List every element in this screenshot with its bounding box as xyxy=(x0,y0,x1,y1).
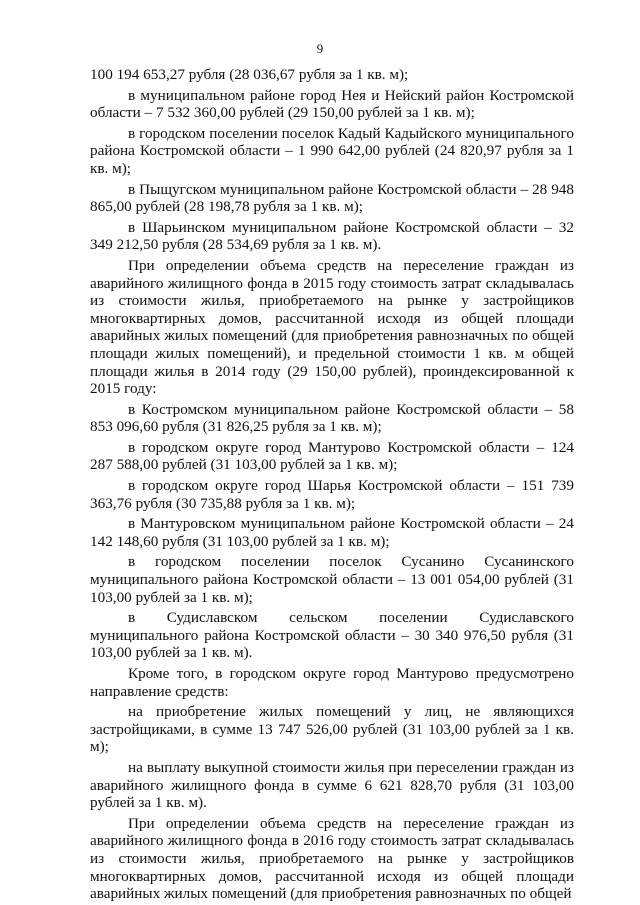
paragraph: на выплату выкупной стоимости жилья при переселении граждан из аварийного жилищного фонда в сумме 6 621 828,70 рубля (31 103,00 рублей за 1 кв. м). xyxy=(90,758,574,812)
page-number: 9 xyxy=(316,41,324,56)
paragraph: на приобретение жилых помещений у лиц, не являющихся застройщиками, в сумме 13 747 526,00 рублей (31 103,00 рублей за 1 кв. м); xyxy=(90,703,574,756)
paragraph: При определении объема средств на переселение граждан из аварийного жилищного фонда в 2015 году стоимость затрат складывалась из стоимости жилья, приобретаемого на рынке у застройщиков многоквартирных домов, рассчитанной исходя из общей площади аварийных жилых помещений (для приобретения равнозначных по общей площади жилых помещений), и предельной стоимости 1 кв. м общей площади жилья в 2014 году (29 150,00 рублей), проиндексированной к 2015 году: xyxy=(90,256,574,398)
paragraph: в муниципальном районе город Нея и Нейский район Костромской области – 7 532 360,00 рублей (29 150,00 рублей за 1 кв. м); xyxy=(90,86,574,122)
paragraph: Кроме того, в городском округе город Мантурово предусмотрено направление средств: xyxy=(90,665,574,700)
paragraph: в городском округе город Шарья Костромской области – 151 739 363,76 рубля (30 735,88 рубля за 1 кв. м); xyxy=(90,477,574,512)
paragraph: в Шарьинском муниципальном районе Костромской области – 32 349 212,50 рубля (28 534,69 рубля за 1 кв. м). xyxy=(90,218,574,254)
paragraph: 100 194 653,27 рубля (28 036,67 рубля за 1 кв. м); xyxy=(90,66,409,83)
paragraph: в Пыщугском муниципальном районе Костромской области – 28 948 865,00 рублей (28 198,78 рубля за 1 кв. м); xyxy=(90,180,574,216)
paragraph: в городском поселении поселок Сусанино Сусанинского муниципального района Костромской области – 13 001 054,00 рублей (31 103,00 рублей за 1 кв. м); xyxy=(90,553,574,606)
paragraph: При определении объема средств на переселение граждан из аварийного жилищного фонда в 2016 году стоимость затрат складывалась из стоимости жилья, приобретаемого на рынке у застройщиков многоквартирных домов, рассчитанной исходя из общей площади аварийных жилых помещений (для приобретения равнозначных по общей xyxy=(90,814,574,903)
paragraph: в городском округе город Мантурово Костромской области – 124 287 588,00 рублей (31 103,00 рублей за 1 кв. м); xyxy=(90,438,574,474)
paragraph: в Костромском муниципальном районе Костромской области – 58 853 096,60 рубля (31 826,25 рубля за 1 кв. м); xyxy=(90,400,574,436)
paragraph: в Судиславском сельском поселении Судиславского муниципального района Костромской области – 30 340 976,50 рубля (31 103,00 рублей за 1 кв. м). xyxy=(90,609,574,662)
paragraph: в Мантуровском муниципальном районе Костромской области – 24 142 148,60 рубля (31 103,00 рублей за 1 кв. м); xyxy=(90,515,574,550)
document-body xyxy=(90,66,574,903)
paragraph: в городском поселении поселок Кадый Кадыйского муниципального района Костромской области – 1 990 642,00 рублей (24 820,97 рубля за 1 кв. м); xyxy=(90,124,574,177)
